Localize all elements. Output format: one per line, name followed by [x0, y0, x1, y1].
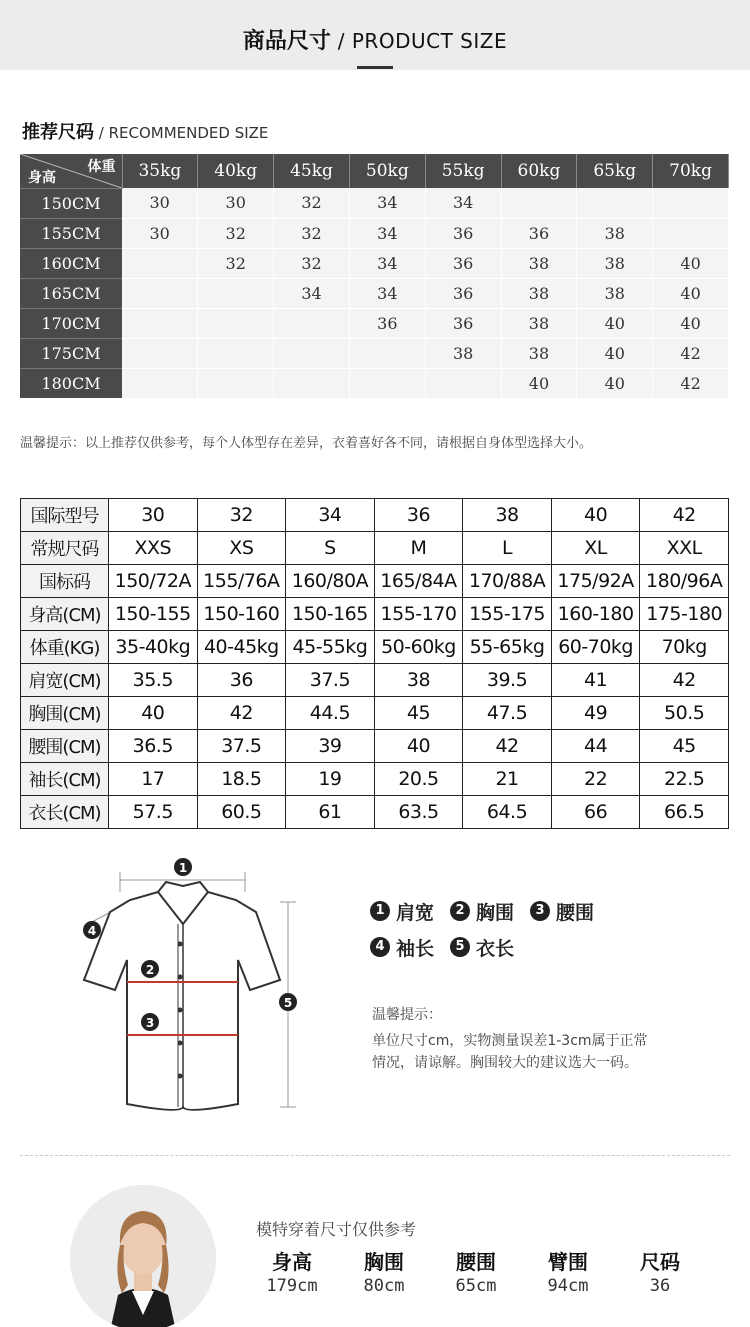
legend-row: [370, 929, 610, 965]
recommended-size-cell: 40: [577, 308, 653, 338]
size-cell: 35.5: [109, 664, 198, 697]
recommended-row: [20, 278, 729, 308]
recommended-size-cell: 30: [198, 188, 274, 218]
recommended-row: [20, 338, 729, 368]
size-cell: L: [463, 532, 552, 565]
recommended-size-cell: [122, 248, 198, 278]
recommended-size-cell: 36: [501, 218, 577, 248]
size-cell: 66: [551, 796, 640, 829]
size-chart-table: [20, 498, 729, 829]
recommended-size-cell: 40: [501, 368, 577, 398]
size-row: [21, 730, 729, 763]
size-cell: 21: [463, 763, 552, 796]
legend-number: 3: [530, 901, 550, 921]
size-cell: 36: [197, 664, 286, 697]
stat-value: 65cm: [455, 1276, 497, 1296]
recommended-size-cell: 36: [425, 248, 501, 278]
weight-header: 60kg: [501, 154, 577, 188]
recommended-size-cell: [274, 308, 350, 338]
recommended-size-cell: 42: [653, 368, 729, 398]
recommended-row: [20, 218, 729, 248]
weight-header: 55kg: [425, 154, 501, 188]
recommended-size-cell: [274, 338, 350, 368]
recommended-size-cell: [122, 308, 198, 338]
recommended-size-cell: 38: [501, 338, 577, 368]
marker-label: 3: [145, 1016, 155, 1030]
weight-header: 35kg: [122, 154, 198, 188]
stat-value: 179cm: [266, 1276, 318, 1296]
size-cell: 42: [463, 730, 552, 763]
size-cell: 36.5: [109, 730, 198, 763]
size-cell: 45-55kg: [286, 631, 375, 664]
recommended-size-cell: [349, 368, 425, 398]
model-avatar: [70, 1185, 216, 1327]
marker-label: 2: [145, 963, 155, 977]
recommended-row: [20, 188, 729, 218]
recommended-size-cell: 34: [274, 278, 350, 308]
recommended-size-cell: 38: [425, 338, 501, 368]
size-cell: 175-180: [640, 598, 729, 631]
size-row: [21, 796, 729, 829]
size-cell: 39.5: [463, 664, 552, 697]
size-cell: 42: [640, 664, 729, 697]
recommended-size-cell: 34: [349, 278, 425, 308]
corner-height-label: 身高: [28, 169, 56, 186]
page-header: [0, 0, 750, 70]
height-label: 155CM: [20, 218, 122, 248]
note-title: 温馨提示：: [372, 1007, 442, 1023]
model-stat-height: [246, 1246, 338, 1296]
size-cell: 55-65kg: [463, 631, 552, 664]
size-cell: 150/72A: [109, 565, 198, 598]
size-cell: 50-60kg: [374, 631, 463, 664]
size-cell: 40: [109, 697, 198, 730]
legend-label: 胸围: [476, 901, 515, 924]
size-row: [21, 664, 729, 697]
height-label: 160CM: [20, 248, 122, 278]
recommended-size-cell: 38: [501, 308, 577, 338]
page-title: [0, 24, 750, 55]
size-row-label: 身高(CM): [21, 598, 109, 631]
size-cell: 150-155: [109, 598, 198, 631]
size-cell: 17: [109, 763, 198, 796]
recommended-size-cell: 40: [653, 278, 729, 308]
recommended-size-cell: [198, 338, 274, 368]
legend-item-waist: [530, 898, 594, 925]
recommended-size-cell: 32: [274, 218, 350, 248]
size-cell: 50.5: [640, 697, 729, 730]
size-row-label: 体重(KG): [21, 631, 109, 664]
recommended-size-cell: 36: [425, 308, 501, 338]
size-cell: 37.5: [197, 730, 286, 763]
recommended-size-cell: 36: [349, 308, 425, 338]
size-cell: 155-170: [374, 598, 463, 631]
size-cell: XXS: [109, 532, 198, 565]
recommended-size-cell: 38: [577, 278, 653, 308]
size-cell: 155/76A: [197, 565, 286, 598]
size-cell: 170/88A: [463, 565, 552, 598]
size-row-label: 衣长(CM): [21, 796, 109, 829]
size-cell: 40: [551, 499, 640, 532]
size-cell: 40-45kg: [197, 631, 286, 664]
size-cell: XXL: [640, 532, 729, 565]
size-cell: 64.5: [463, 796, 552, 829]
size-cell: 20.5: [374, 763, 463, 796]
recommended-size-cell: 32: [274, 188, 350, 218]
recommended-size-cell: 40: [653, 308, 729, 338]
size-cell: XS: [197, 532, 286, 565]
recommended-size-cell: 40: [577, 338, 653, 368]
size-row: [21, 565, 729, 598]
legend-label: 衣长: [476, 937, 515, 960]
stat-label: 胸围: [364, 1250, 404, 1274]
recommended-row: [20, 248, 729, 278]
note-line: 单位尺寸cm，实物测量误差1-3cm属于正常: [372, 1033, 648, 1049]
stat-label: 臂围: [548, 1250, 588, 1274]
recommended-size-cell: 40: [577, 368, 653, 398]
legend-label: 腰围: [556, 901, 595, 924]
table-corner-cell: [20, 154, 122, 188]
stat-label: 身高: [272, 1250, 312, 1274]
recommended-size-table: [20, 154, 729, 399]
size-cell: 44.5: [286, 697, 375, 730]
marker-2: [141, 960, 159, 978]
weight-header-row: [20, 154, 729, 188]
stat-label: 腰围: [456, 1250, 496, 1274]
stat-value: 94cm: [547, 1276, 589, 1296]
recommended-size-cell: [577, 188, 653, 218]
recommended-size-cell: [653, 188, 729, 218]
size-cell: 66.5: [640, 796, 729, 829]
legend-row: [370, 893, 610, 929]
height-label: 175CM: [20, 338, 122, 368]
recommended-size-cell: 32: [274, 248, 350, 278]
size-cell: 34: [286, 499, 375, 532]
weight-header: 45kg: [274, 154, 350, 188]
recommended-size-cell: 30: [122, 218, 198, 248]
recommended-size-cell: 34: [349, 248, 425, 278]
recommended-size-cell: 38: [577, 218, 653, 248]
size-row: [21, 598, 729, 631]
page-title-cn: 商品尺寸: [242, 29, 331, 54]
size-cell: 45: [640, 730, 729, 763]
legend-label: 袖长: [396, 937, 435, 960]
size-cell: 180/96A: [640, 565, 729, 598]
weight-header: 70kg: [653, 154, 729, 188]
size-cell: XL: [551, 532, 640, 565]
size-cell: 22: [551, 763, 640, 796]
marker-label: 5: [283, 996, 293, 1010]
marker-label: 1: [178, 861, 188, 875]
recommended-size-cell: [653, 218, 729, 248]
size-cell: 40: [374, 730, 463, 763]
size-row-label: 袖长(CM): [21, 763, 109, 796]
title-underline: [357, 66, 393, 69]
recommended-size-cell: 30: [122, 188, 198, 218]
recommended-size-cell: [198, 278, 274, 308]
recommended-size-cell: 36: [425, 218, 501, 248]
size-cell: 35-40kg: [109, 631, 198, 664]
note-line: 情况，请谅解。胸围较大的建议选大一码。: [372, 1055, 638, 1071]
recommended-size-cell: [274, 368, 350, 398]
size-row: [21, 532, 729, 565]
size-row-label: 腰围(CM): [21, 730, 109, 763]
size-cell: S: [286, 532, 375, 565]
size-cell: 63.5: [374, 796, 463, 829]
legend-number: 4: [370, 937, 390, 957]
shirt-diagram: [70, 852, 320, 1122]
recommended-size-cell: 36: [425, 278, 501, 308]
recommended-size-cell: [501, 188, 577, 218]
recommended-size-cell: 32: [198, 248, 274, 278]
recommended-title-en: / RECOMMENDED SIZE: [94, 124, 269, 142]
size-row: [21, 697, 729, 730]
size-cell: 150-165: [286, 598, 375, 631]
note-text: [372, 1030, 692, 1074]
weight-header: 50kg: [349, 154, 425, 188]
size-cell: 49: [551, 697, 640, 730]
recommended-size-cell: 42: [653, 338, 729, 368]
size-cell: 38: [374, 664, 463, 697]
recommended-size-cell: [122, 278, 198, 308]
size-cell: 47.5: [463, 697, 552, 730]
size-cell: 30: [109, 499, 198, 532]
stat-value: 36: [649, 1276, 671, 1296]
size-cell: M: [374, 532, 463, 565]
model-photo: [70, 1185, 216, 1327]
size-cell: 32: [197, 499, 286, 532]
size-row-label: 国标码: [21, 565, 109, 598]
size-cell: 175/92A: [551, 565, 640, 598]
size-cell: 38: [463, 499, 552, 532]
size-cell: 160/80A: [286, 565, 375, 598]
size-cell: 44: [551, 730, 640, 763]
size-row: [21, 499, 729, 532]
size-cell: 70kg: [640, 631, 729, 664]
height-label: 180CM: [20, 368, 122, 398]
recommended-size-cell: [198, 368, 274, 398]
corner-weight-label: 体重: [87, 159, 116, 175]
size-row: [21, 763, 729, 796]
height-label: 150CM: [20, 188, 122, 218]
size-cell: 42: [640, 499, 729, 532]
section-divider: [20, 1155, 730, 1156]
size-cell: 60-70kg: [551, 631, 640, 664]
marker-5: [279, 993, 297, 1011]
size-cell: 160-180: [551, 598, 640, 631]
size-cell: 42: [197, 697, 286, 730]
height-label: 170CM: [20, 308, 122, 338]
recommended-size-cell: 34: [349, 218, 425, 248]
stat-label: 尺码: [640, 1250, 680, 1274]
marker-1: [174, 858, 192, 876]
model-stats: [246, 1246, 706, 1296]
size-cell: 36: [374, 499, 463, 532]
recommended-size-cell: [349, 338, 425, 368]
height-label: 165CM: [20, 278, 122, 308]
size-cell: 39: [286, 730, 375, 763]
marker-4: [83, 921, 101, 939]
recommended-size-cell: 32: [198, 218, 274, 248]
size-cell: 19: [286, 763, 375, 796]
legend-item-shoulder: [370, 898, 434, 925]
recommended-size-cell: 38: [501, 278, 577, 308]
size-chart-body: [21, 499, 729, 829]
size-cell: 60.5: [197, 796, 286, 829]
weight-header: 65kg: [577, 154, 653, 188]
measurement-legend: [370, 893, 610, 965]
recommended-size-title: [22, 118, 268, 144]
size-row-label: 肩宽(CM): [21, 664, 109, 697]
size-cell: 37.5: [286, 664, 375, 697]
model-stat-arm: [522, 1246, 614, 1296]
size-row-label: 常规尺码: [21, 532, 109, 565]
model-caption: 模特穿着尺寸仅供参考: [256, 1220, 417, 1239]
size-cell: 61: [286, 796, 375, 829]
recommended-row: [20, 368, 729, 398]
legend-label: 肩宽: [396, 901, 435, 924]
legend-number: 1: [370, 901, 390, 921]
stat-value: 80cm: [363, 1276, 405, 1296]
recommended-row: [20, 308, 729, 338]
weight-header: 40kg: [198, 154, 274, 188]
size-row-label: 胸围(CM): [21, 697, 109, 730]
page-title-en: / PRODUCT SIZE: [330, 29, 508, 53]
recommended-table-body: [20, 188, 729, 398]
size-cell: 165/84A: [374, 565, 463, 598]
recommended-size-cell: 38: [501, 248, 577, 278]
recommended-size-cell: [425, 368, 501, 398]
legend-item-length: [450, 934, 514, 961]
legend-number: 2: [450, 901, 470, 921]
recommended-size-cell: 38: [577, 248, 653, 278]
size-cell: 155-175: [463, 598, 552, 631]
recommendation-tip: 温馨提示：以上推荐仅供参考，每个人体型存在差异，衣着喜好各不同，请根据自身体型选择大小。: [20, 436, 593, 451]
legend-item-sleeve: [370, 934, 434, 961]
size-cell: 41: [551, 664, 640, 697]
size-cell: 22.5: [640, 763, 729, 796]
recommended-size-cell: [122, 368, 198, 398]
size-cell: 45: [374, 697, 463, 730]
legend-number: 5: [450, 937, 470, 957]
marker-3: [141, 1013, 159, 1031]
model-stat-size: [614, 1246, 706, 1296]
size-row: [21, 631, 729, 664]
recommended-size-cell: [122, 338, 198, 368]
recommended-size-cell: 34: [425, 188, 501, 218]
size-cell: 150-160: [197, 598, 286, 631]
marker-label: 4: [87, 924, 97, 938]
recommended-title-cn: 推荐尺码: [22, 122, 94, 143]
legend-item-chest: [450, 898, 514, 925]
model-stat-chest: [338, 1246, 430, 1296]
model-stat-waist: [430, 1246, 522, 1296]
size-cell: 18.5: [197, 763, 286, 796]
size-cell: 57.5: [109, 796, 198, 829]
recommended-size-cell: [198, 308, 274, 338]
recommended-size-cell: 34: [349, 188, 425, 218]
size-row-label: 国际型号: [21, 499, 109, 532]
recommended-size-cell: 40: [653, 248, 729, 278]
